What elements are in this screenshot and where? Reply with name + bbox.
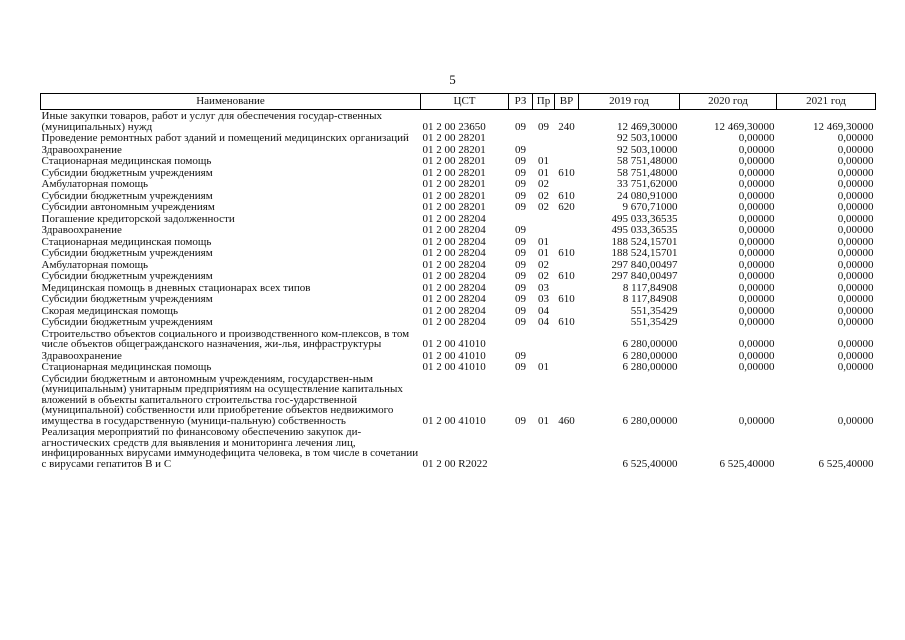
cell-vr <box>555 144 579 156</box>
cell-vr: 610 <box>558 270 575 282</box>
cell-vr: 610 <box>558 247 575 259</box>
cell-2019: 495 033,36535 <box>611 212 678 225</box>
cell-2021: 0,00000 <box>837 281 874 294</box>
table-header-row <box>41 94 876 110</box>
cell-pr: 02 <box>538 201 549 213</box>
cell-name: Скорая медицинская помощь <box>41 304 179 317</box>
table-row <box>41 293 876 305</box>
cell-pr <box>533 426 555 469</box>
header-vr: ВР <box>555 94 579 110</box>
cell-2019: 58 751,48000 <box>617 155 678 167</box>
cell-2019: 58 751,48000 <box>617 166 678 179</box>
cell-name: Стационарная медицинская помощь <box>41 235 212 248</box>
table-row <box>41 247 876 259</box>
cell-rz: 09 <box>515 235 526 248</box>
cell-cst: 01 2 00 28204 <box>422 224 486 236</box>
cell-2019: 12 469,30000 <box>617 120 678 133</box>
cell-pr: 01 <box>538 166 549 179</box>
cell-cst: 01 2 00 41010 <box>422 361 486 373</box>
cell-rz: 09 <box>515 281 526 294</box>
cell-rz: 09 <box>515 316 526 328</box>
cell-pr: 01 <box>538 235 549 248</box>
cell-cst: 01 2 00 28204 <box>422 247 486 259</box>
cell-cst: 01 2 00 28204 <box>422 316 486 328</box>
cell-2019: 551,35429 <box>630 304 678 317</box>
cell-cst: 01 2 00 28204 <box>422 212 486 225</box>
cell-2021: 0,00000 <box>837 293 874 305</box>
cell-cst: 01 2 00 41010 <box>422 349 486 362</box>
cell-2019: 6 280,00000 <box>622 338 678 350</box>
table-row <box>41 282 876 294</box>
cell-cst: 01 2 00 23650 <box>422 120 486 133</box>
cell-name: Здравоохранение <box>41 143 122 156</box>
table-row <box>41 224 876 236</box>
cell-pr: 02 <box>538 178 549 190</box>
cell-pr: 01 <box>538 414 549 427</box>
cell-pr: 01 <box>538 155 549 167</box>
cell-rz: 09 <box>515 155 526 167</box>
page-number: 5 <box>449 72 456 87</box>
cell-2019: 6 280,00000 <box>622 414 678 427</box>
cell-2019: 297 840,00497 <box>611 270 678 282</box>
header-rz: РЗ <box>509 94 533 110</box>
cell-name: Амбулаторная помощь <box>41 258 149 271</box>
cell-2021: 0,00000 <box>837 166 874 179</box>
table-row <box>41 201 876 213</box>
cell-2021: 0,00000 <box>837 212 874 225</box>
cell-name: Амбулаторная помощь <box>41 178 149 190</box>
cell-2021: 0,00000 <box>837 338 874 350</box>
table-row <box>41 350 876 362</box>
cell-2019: 188 524,15701 <box>611 235 678 248</box>
cell-2021: 0,00000 <box>837 224 874 236</box>
cell-pr: 01 <box>538 361 549 373</box>
cell-vr: 460 <box>558 414 575 427</box>
cell-name: Субсидии бюджетным учреждениям <box>41 270 213 282</box>
cell-2021: 0,00000 <box>837 270 874 282</box>
cell-cst: 01 2 00 28204 <box>422 304 486 317</box>
cell-rz <box>509 426 533 469</box>
header-pr: Пр <box>533 94 555 110</box>
cell-cst: 01 2 00 28204 <box>422 293 486 305</box>
cell-2020: 0,00000 <box>738 201 775 213</box>
cell-2020: 0,00000 <box>738 224 775 236</box>
cell-pr: 04 <box>538 316 549 328</box>
cell-2021: 0,00000 <box>837 316 874 328</box>
table-body <box>41 110 876 470</box>
cell-2020: 0,00000 <box>738 281 775 294</box>
cell-name: Погашение кредиторской задолженности <box>41 212 235 225</box>
table-row <box>41 155 876 167</box>
cell-pr: 03 <box>538 281 549 294</box>
cell-2019: 33 751,62000 <box>617 178 678 190</box>
header-2021: 2021 год <box>777 94 876 110</box>
cell-rz: 09 <box>515 143 526 156</box>
cell-vr <box>555 178 579 190</box>
cell-cst: 01 2 00 28201 <box>422 155 486 167</box>
cell-2020: 0,00000 <box>738 189 775 202</box>
cell-vr <box>555 132 579 144</box>
cell-2021: 0,00000 <box>837 349 874 362</box>
cell-pr <box>533 328 555 350</box>
table-row <box>41 213 876 225</box>
cell-2021: 0,00000 <box>837 258 874 271</box>
cell-pr: 02 <box>538 189 549 202</box>
cell-2020: 0,00000 <box>738 212 775 225</box>
cell-2020: 0,00000 <box>738 178 775 190</box>
cell-2020: 0,00000 <box>738 414 775 427</box>
cell-2021: 0,00000 <box>837 189 874 202</box>
cell-rz: 09 <box>515 258 526 271</box>
table-row <box>41 316 876 328</box>
cell-2020: 0,00000 <box>738 132 775 144</box>
cell-2020: 0,00000 <box>738 166 775 179</box>
cell-pr: 02 <box>538 258 549 271</box>
cell-2019: 6 280,00000 <box>622 349 678 362</box>
cell-2021: 0,00000 <box>837 155 874 167</box>
header-name: Наименование <box>41 94 421 110</box>
cell-vr <box>555 328 579 350</box>
cell-pr <box>533 224 555 236</box>
cell-name: Субсидии бюджетным учреждениям <box>41 189 213 202</box>
cell-2021: 0,00000 <box>837 132 874 144</box>
cell-vr <box>555 426 579 469</box>
table-row <box>41 305 876 317</box>
cell-rz: 09 <box>515 293 526 305</box>
cell-vr <box>555 224 579 236</box>
table-row <box>41 328 876 350</box>
cell-name: Субсидии автономным учреждениям <box>41 201 215 213</box>
cell-name: Строительство объектов социального и производственного ком-плексов, в том числе объектов общегражданского назначения, жи-лья, инфраструктуры <box>41 327 410 350</box>
cell-vr <box>555 213 579 225</box>
cell-2020: 6 525,40000 <box>719 457 775 470</box>
table-row <box>41 361 876 373</box>
cell-2021: 0,00000 <box>837 201 874 213</box>
cell-name: Проведение ремонтных работ зданий и помещений медицинских организаций <box>41 132 409 144</box>
table-row <box>41 110 876 133</box>
table-row <box>41 178 876 190</box>
cell-rz: 09 <box>515 201 526 213</box>
cell-rz: 09 <box>515 349 526 362</box>
cell-pr: 01 <box>538 247 549 259</box>
cell-cst: 01 2 00 28201 <box>422 166 486 179</box>
cell-2019: 495 033,36535 <box>611 224 678 236</box>
cell-rz: 09 <box>515 247 526 259</box>
cell-vr <box>555 361 579 373</box>
cell-2019: 6 280,00000 <box>622 361 678 373</box>
cell-rz <box>509 213 533 225</box>
cell-rz: 09 <box>515 224 526 236</box>
cell-name: Субсидии бюджетным учреждениям <box>41 316 213 328</box>
cell-vr <box>555 236 579 248</box>
table-row <box>41 132 876 144</box>
cell-2020: 0,00000 <box>738 155 775 167</box>
cell-2020: 0,00000 <box>738 293 775 305</box>
cell-name: Здравоохранение <box>41 224 122 236</box>
cell-name: Стационарная медицинская помощь <box>41 155 212 167</box>
cell-pr: 03 <box>538 293 549 305</box>
cell-pr <box>533 213 555 225</box>
cell-2020: 0,00000 <box>738 143 775 156</box>
table-row <box>41 167 876 179</box>
cell-pr <box>533 350 555 362</box>
cell-vr <box>555 350 579 362</box>
cell-rz <box>509 132 533 144</box>
cell-2019: 92 503,10000 <box>617 143 678 156</box>
table-row <box>41 426 876 469</box>
table-row <box>41 236 876 248</box>
cell-vr: 240 <box>558 120 575 133</box>
header-2019: 2019 год <box>579 94 680 110</box>
table-row <box>41 144 876 156</box>
budget-table <box>40 93 876 469</box>
cell-name: Медицинская помощь в дневных стационарах всех типов <box>41 281 311 294</box>
cell-2020: 0,00000 <box>738 316 775 328</box>
cell-vr <box>555 259 579 271</box>
cell-name: Субсидии бюджетным учреждениям <box>41 293 213 305</box>
cell-cst: 01 2 00 28204 <box>422 281 486 294</box>
cell-2019: 188 524,15701 <box>611 247 678 259</box>
cell-rz: 09 <box>515 120 526 133</box>
cell-name: Субсидии бюджетным учреждениям <box>41 166 213 179</box>
cell-2019: 297 840,00497 <box>611 258 678 271</box>
cell-pr: 04 <box>538 304 549 317</box>
cell-2019: 8 117,84908 <box>622 281 678 294</box>
cell-2020: 0,00000 <box>738 247 775 259</box>
cell-vr <box>555 282 579 294</box>
cell-name: Стационарная медицинская помощь <box>41 361 212 373</box>
table-row <box>41 190 876 202</box>
cell-2021: 0,00000 <box>837 304 874 317</box>
cell-cst: 01 2 00 28201 <box>422 143 486 156</box>
cell-rz: 09 <box>515 178 526 190</box>
cell-2021: 0,00000 <box>837 247 874 259</box>
cell-2021: 0,00000 <box>837 178 874 190</box>
cell-cst: 01 2 00 28204 <box>422 270 486 282</box>
cell-rz: 09 <box>515 361 526 373</box>
cell-pr <box>533 144 555 156</box>
cell-2021: 0,00000 <box>837 361 874 373</box>
cell-2019: 24 080,91000 <box>617 189 678 202</box>
cell-2019: 551,35429 <box>630 316 678 328</box>
cell-cst: 01 2 00 28201 <box>422 189 486 202</box>
cell-name: Здравоохранение <box>41 349 122 362</box>
header-2020: 2020 год <box>680 94 777 110</box>
cell-vr <box>555 155 579 167</box>
cell-vr: 610 <box>558 166 575 179</box>
cell-2019: 8 117,84908 <box>622 293 678 305</box>
cell-cst: 01 2 00 28201 <box>422 132 486 144</box>
table-row <box>41 259 876 271</box>
cell-pr <box>533 132 555 144</box>
cell-rz <box>509 328 533 350</box>
cell-cst: 01 2 00 28204 <box>422 258 486 271</box>
cell-2020: 0,00000 <box>738 338 775 350</box>
cell-rz: 09 <box>515 414 526 427</box>
table-row <box>41 270 876 282</box>
cell-2020: 0,00000 <box>738 361 775 373</box>
cell-rz: 09 <box>515 304 526 317</box>
cell-rz: 09 <box>515 270 526 282</box>
cell-2020: 0,00000 <box>738 270 775 282</box>
cell-vr: 610 <box>558 293 575 305</box>
cell-vr <box>555 305 579 317</box>
cell-2021: 0,00000 <box>837 143 874 156</box>
table-row <box>41 373 876 427</box>
cell-2019: 92 503,10000 <box>617 132 678 144</box>
cell-2021: 0,00000 <box>837 414 874 427</box>
cell-2021: 12 469,30000 <box>813 120 874 133</box>
cell-2019: 9 670,71000 <box>622 201 678 213</box>
cell-cst: 01 2 00 28201 <box>422 178 486 190</box>
cell-2020: 0,00000 <box>738 349 775 362</box>
cell-2020: 0,00000 <box>738 258 775 271</box>
cell-name: Реализация мероприятий по финансовому обеспечению закупок ди-агностических средств для выявления и мониторинга лечения лиц, инфицированных вирусами иммунодефицита человека, в том числе в сочетании с вирусами гепатитов В и С <box>41 426 419 470</box>
cell-2020: 12 469,30000 <box>714 120 775 133</box>
cell-vr: 620 <box>558 201 575 213</box>
cell-vr: 610 <box>558 189 575 202</box>
cell-2020: 0,00000 <box>738 304 775 317</box>
cell-2019: 6 525,40000 <box>622 457 678 470</box>
cell-name: Иные закупки товаров, работ и услуг для обеспечения государ-ственных (муниципальных) нужд <box>41 110 383 133</box>
cell-cst: 01 2 00 41010 <box>422 338 486 350</box>
header-cst: ЦСТ <box>421 94 509 110</box>
cell-cst: 01 2 00 28204 <box>422 235 486 248</box>
cell-rz: 09 <box>515 189 526 202</box>
cell-name: Субсидии бюджетным и автономным учреждениям, государствен-ным (муниципальным) унитарным предприятиям на осуществление капитальных вложений в объекты капитального строительства гос-ударственной (муниципальной) собственности или приобретение объектов недвижимого имущества в государственную (муници-пальную) собственность <box>41 372 403 427</box>
cell-cst: 01 2 00 28201 <box>422 201 486 213</box>
cell-cst: 01 2 00 R2022 <box>422 457 488 470</box>
cell-2020: 0,00000 <box>738 235 775 248</box>
cell-name: Субсидии бюджетным учреждениям <box>41 247 213 259</box>
cell-vr: 610 <box>558 316 575 328</box>
cell-pr: 02 <box>538 270 549 282</box>
cell-pr: 09 <box>538 120 549 133</box>
cell-rz: 09 <box>515 166 526 179</box>
cell-2021: 6 525,40000 <box>818 457 874 470</box>
cell-cst: 01 2 00 41010 <box>422 414 486 427</box>
cell-2021: 0,00000 <box>837 235 874 248</box>
